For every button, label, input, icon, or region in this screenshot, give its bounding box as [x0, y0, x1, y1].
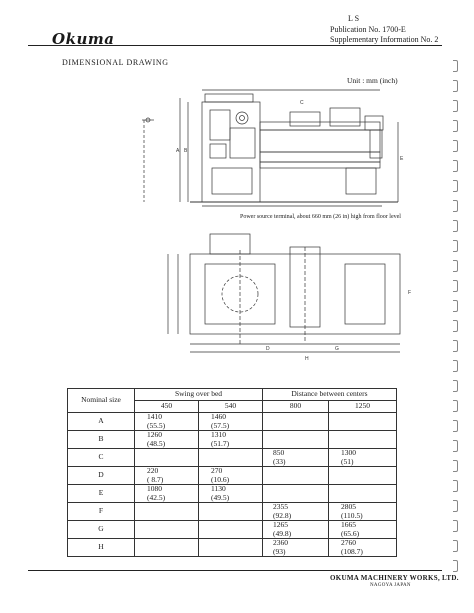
- cell-distance-800: [263, 431, 329, 449]
- cell-value: 2760: [341, 538, 356, 547]
- cell-value: (57.5): [211, 420, 230, 430]
- cell-value: 2355: [273, 502, 288, 511]
- cell-value: C: [98, 452, 104, 462]
- cell-swing-450: [135, 449, 199, 467]
- cell-value: 270: [211, 466, 223, 475]
- cell-distance-1250: [329, 467, 397, 485]
- footer-rule: [28, 570, 442, 571]
- cell-value: 1300: [341, 448, 356, 457]
- cell-distance-1250: [329, 539, 397, 557]
- cell-swing-450: [135, 539, 199, 557]
- header-rule: [28, 45, 442, 46]
- unit-label: Unit : mm (inch): [347, 76, 398, 85]
- cell-swing-540: [199, 521, 263, 539]
- cell-value: E: [98, 488, 104, 498]
- table-row: [68, 431, 397, 449]
- lathe-dimensional-drawing: [130, 82, 420, 367]
- table-row: [68, 521, 397, 539]
- header-nominal-size: Nominal size: [68, 389, 135, 413]
- cell-value: ( 8.7): [147, 474, 164, 484]
- cell-value: 1260: [147, 430, 162, 439]
- cell-value: (10.6): [211, 474, 230, 484]
- cell-swing-540: [199, 467, 263, 485]
- cell-distance-1250: [329, 431, 397, 449]
- cell-value: 850: [273, 448, 285, 457]
- cell-value: A: [98, 416, 104, 426]
- cell-value: 2805: [341, 502, 356, 511]
- front-elevation: [142, 90, 398, 206]
- cell-value: (51.7): [211, 438, 230, 448]
- cell-value: F: [98, 506, 104, 516]
- cell-nominal: [68, 449, 135, 467]
- header-1250: 1250: [329, 401, 397, 413]
- dim-label-f: F: [408, 290, 412, 296]
- cell-distance-800: [263, 521, 329, 539]
- cell-nominal: [68, 521, 135, 539]
- section-title: DIMENSIONAL DRAWING: [62, 58, 169, 67]
- cell-value: (42.5): [147, 492, 166, 502]
- cell-value: D: [98, 470, 104, 480]
- dim-label-h: H: [305, 356, 309, 362]
- publication-info: [330, 14, 438, 46]
- cell-nominal: [68, 503, 135, 521]
- cell-swing-540: [199, 431, 263, 449]
- cell-distance-1250: [329, 449, 397, 467]
- cell-value: (33): [273, 456, 286, 466]
- cell-value: (51): [341, 456, 354, 466]
- dim-label-b: B: [184, 148, 188, 154]
- cell-value: (65.6): [341, 528, 360, 538]
- table-row: [68, 449, 397, 467]
- cell-swing-540: [199, 539, 263, 557]
- cell-swing-450: [135, 413, 199, 431]
- okuma-logo: Okuma: [52, 30, 115, 48]
- cell-nominal: [68, 467, 135, 485]
- cell-swing-540: [199, 485, 263, 503]
- cell-distance-800: [263, 449, 329, 467]
- table-row: [68, 467, 397, 485]
- cell-nominal: [68, 485, 135, 503]
- cell-value: (110.5): [341, 510, 363, 520]
- cell-value: 1460: [211, 412, 226, 421]
- cell-swing-540: [199, 503, 263, 521]
- power-source-note: Power source terminal, about 660 mm (26 in) high from floor level: [240, 214, 401, 220]
- dim-label-a: A: [176, 148, 180, 154]
- cell-value: (49.8): [273, 528, 292, 538]
- cell-distance-800: [263, 413, 329, 431]
- header-540: 540: [199, 401, 263, 413]
- header-450: 450: [135, 401, 199, 413]
- cell-value: (92.8): [273, 510, 292, 520]
- cell-value: 1665: [341, 520, 356, 529]
- cell-nominal: [68, 539, 135, 557]
- cell-swing-540: [199, 413, 263, 431]
- cell-nominal: [68, 431, 135, 449]
- footer-city: NAGOYA JAPAN: [370, 583, 411, 588]
- cell-swing-450: [135, 467, 199, 485]
- cell-value: 220: [147, 466, 159, 475]
- publication-number: Publication No. 1700-E: [330, 24, 406, 34]
- cell-distance-800: [263, 485, 329, 503]
- cell-value: 1410: [147, 412, 162, 421]
- dim-label-d: D: [266, 346, 270, 352]
- cell-value: G: [98, 524, 104, 534]
- cell-distance-800: [263, 539, 329, 557]
- document-code: L S: [348, 14, 360, 23]
- table-row: [68, 503, 397, 521]
- dim-label-e: E: [400, 156, 404, 162]
- cell-swing-450: [135, 485, 199, 503]
- cell-swing-540: [199, 449, 263, 467]
- dimension-table: [67, 388, 397, 557]
- footer-company: OKUMA MACHINERY WORKS, LTD.: [330, 574, 459, 582]
- header-distance-between-centers: Distance between centers: [263, 389, 397, 401]
- cell-distance-800: [263, 503, 329, 521]
- cell-value: 1265: [273, 520, 288, 529]
- plan-view: [168, 234, 400, 352]
- cell-swing-450: [135, 503, 199, 521]
- supplement-number: Supplementary Information No. 2: [330, 35, 439, 44]
- dim-label-c: C: [300, 100, 304, 106]
- cell-value: (108.7): [341, 546, 363, 556]
- cell-swing-450: [135, 521, 199, 539]
- cell-value: 1310: [211, 430, 226, 439]
- cell-value: 1130: [211, 484, 226, 493]
- dim-label-g: G: [335, 346, 339, 352]
- cell-distance-1250: [329, 413, 397, 431]
- cell-distance-1250: [329, 503, 397, 521]
- cell-value: 2360: [273, 538, 288, 547]
- table-row: [68, 413, 397, 431]
- cell-value: (49.5): [211, 492, 230, 502]
- cell-swing-450: [135, 431, 199, 449]
- cell-value: (55.5): [147, 420, 166, 430]
- cell-value: B: [98, 434, 104, 444]
- header-swing-over-bed: Swing over bed: [135, 389, 263, 401]
- cell-distance-800: [263, 467, 329, 485]
- cell-value: (93): [273, 546, 286, 556]
- cell-nominal: [68, 413, 135, 431]
- table-row: [68, 485, 397, 503]
- cell-distance-1250: [329, 485, 397, 503]
- cell-distance-1250: [329, 521, 397, 539]
- header-800: 800: [263, 401, 329, 413]
- cell-value: 1080: [147, 484, 162, 493]
- table-row: [68, 539, 397, 557]
- cell-value: H: [98, 542, 104, 552]
- cell-value: (48.5): [147, 438, 166, 448]
